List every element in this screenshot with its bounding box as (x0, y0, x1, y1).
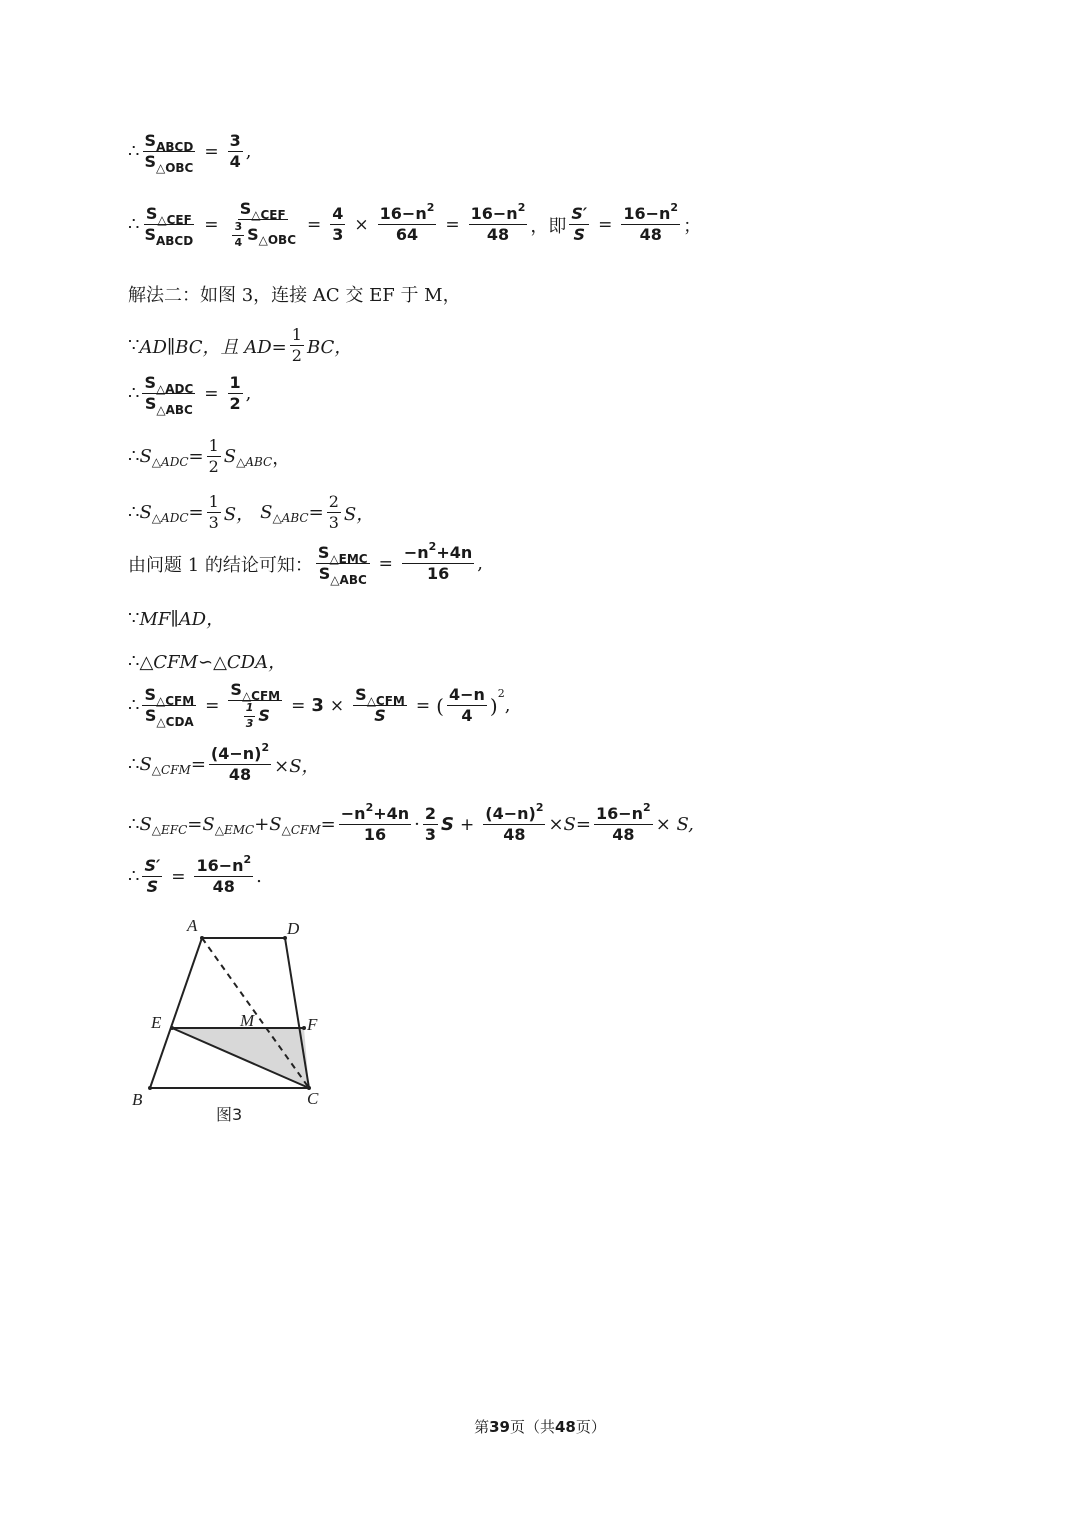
label-a: A (187, 916, 198, 935)
line-12: ∴ S △CFM = $\frac{(4-n)^2}{48}$ ×S， (128, 741, 320, 785)
fraction-1-2-b: $\frac{1}{2}$ (229, 373, 241, 414)
therefore-symbol: ∴ (128, 141, 140, 163)
label-e: E (151, 1013, 162, 1032)
line-1: ∴ $\frac{S_{ABCD}}{S_{\triangle OBC}}$ = $\frac{3}{4}$ , (128, 131, 252, 176)
line-2: ∴ $\frac{S_{\triangle CEF}}{S_{ABCD}}$ = $S_{\triangle CEF}$ $\frac{3}{4}$ S △OBC = $\frac{4}{3}$ × $\frac{16-n^2}{64}$ = $\frac{16-n^2}{48}$ ，即 $\frac{S'}{S}$ = $\frac{16-n^2}{48}$ ； (128, 199, 702, 250)
fraction-3-4: $\frac{3}{4}$ (229, 131, 241, 172)
page-number: 39 (489, 1418, 510, 1436)
line-11: ∴ $\frac{S_{\triangle CFM}}{S_{\triangle CDA}}$ = $S_{\triangle CFM}$ $\frac{1}{3}$ S = 3 × $\frac{S_{\triangle CFM}}{S}$ = ( $\frac{4-n}{4}$ ) 2 , (128, 680, 511, 731)
page-footer: 第39页（共48页） (474, 1418, 606, 1436)
line-4: ∵ AD∥BC，且 AD= $\frac{1}{2}$ BC， (128, 325, 353, 366)
line-10: ∴ △CFM∽△CDA， (128, 650, 287, 673)
line-8: 由问题 1 的结论可知： $\frac{S_{\triangle EMC}}{S_{\triangle ABC}}$ = $\frac{-n^2+4n}{16}$ , (128, 540, 483, 588)
line-9: ∵ MF∥AD， (128, 607, 225, 630)
total-pages: 48 (555, 1418, 576, 1436)
fraction-4-3: $\frac{4}{3}$ (332, 203, 344, 245)
fraction-n2-4n-16: $\frac{-n^2+4n}{16}$ (403, 540, 473, 584)
line-7: ∴ S △ADC = $\frac{1}{3}$ S， S △ABC = $\frac{2}{3}$ S， (128, 492, 375, 533)
fraction-cfm-13s: $S_{\triangle CFM}$ $\frac{1}{3}$ S (230, 680, 281, 731)
line-5: ∴ $\frac{S_{\triangle ADC}}{S_{\triangle ABC}}$ = $\frac{1}{2}$ , (128, 373, 252, 418)
fraction-16n2-64: $\frac{16-n^2}{64}$ (379, 200, 435, 245)
fraction-1-2: $\frac{1}{2}$ (291, 325, 302, 366)
geometry-figure-3 (128, 912, 348, 1132)
label-m: M (240, 1011, 255, 1030)
fraction-adc-abc: $\frac{S_{\triangle ADC}}{S_{\triangle ABC}}$ (144, 373, 194, 418)
fraction-cef-abcd: $\frac{S_{\triangle CEF}}{S_{ABCD}}$ (144, 203, 194, 249)
line-14: ∴ $\frac{S'}{S}$ = $\frac{16-n^2}{48}$ . (128, 853, 262, 897)
fraction-4n-4: $\frac{4-n}{4}$ (448, 684, 485, 726)
fraction-cfm-s: $\frac{S_{\triangle CFM}}{S}$ (355, 684, 405, 726)
fraction-emc-abc: $\frac{S_{\triangle EMC}}{S_{\triangle ABC}}$ (317, 543, 368, 588)
figure-caption: 图3 (216, 1105, 243, 1124)
fraction-16n2-48-a: $\frac{16-n^2}{48}$ (470, 200, 526, 245)
fraction-16n2-48-b: $\frac{16-n^2}{48}$ (623, 200, 679, 245)
fraction-sprime-s: $\frac{S'}{S}$ (571, 203, 588, 245)
label-c: C (307, 1089, 319, 1108)
fraction-cfm-cda: $\frac{S_{\triangle CFM}}{S_{\triangle CDA}}$ (144, 684, 195, 730)
label-b: B (132, 1090, 143, 1109)
line-6: ∴ S △ADC = $\frac{1}{2}$ S △ABC ， (128, 436, 291, 477)
line-13: ∴ S △EFC = S △EMC + S △CFM = $\frac{-n^2+4n}{16}$ · $\frac{2}{3}$ S + $\frac{(4-n)^2}{48}$ ×S= $\frac{16-n^2}{48}$ × S, (128, 801, 694, 845)
line-3: 解法二：如图 3，连接 AC 交 EF 于 M， (128, 285, 461, 306)
fraction-cef-34obc: $S_{\triangle CEF}$ $\frac{3}{4}$ S △OBC (234, 199, 297, 250)
label-f: F (307, 1015, 318, 1034)
label-d: D (287, 919, 300, 938)
fraction-abcd-obc: $\frac{S_{ABCD}}{S_{\triangle OBC}}$ (144, 131, 194, 176)
